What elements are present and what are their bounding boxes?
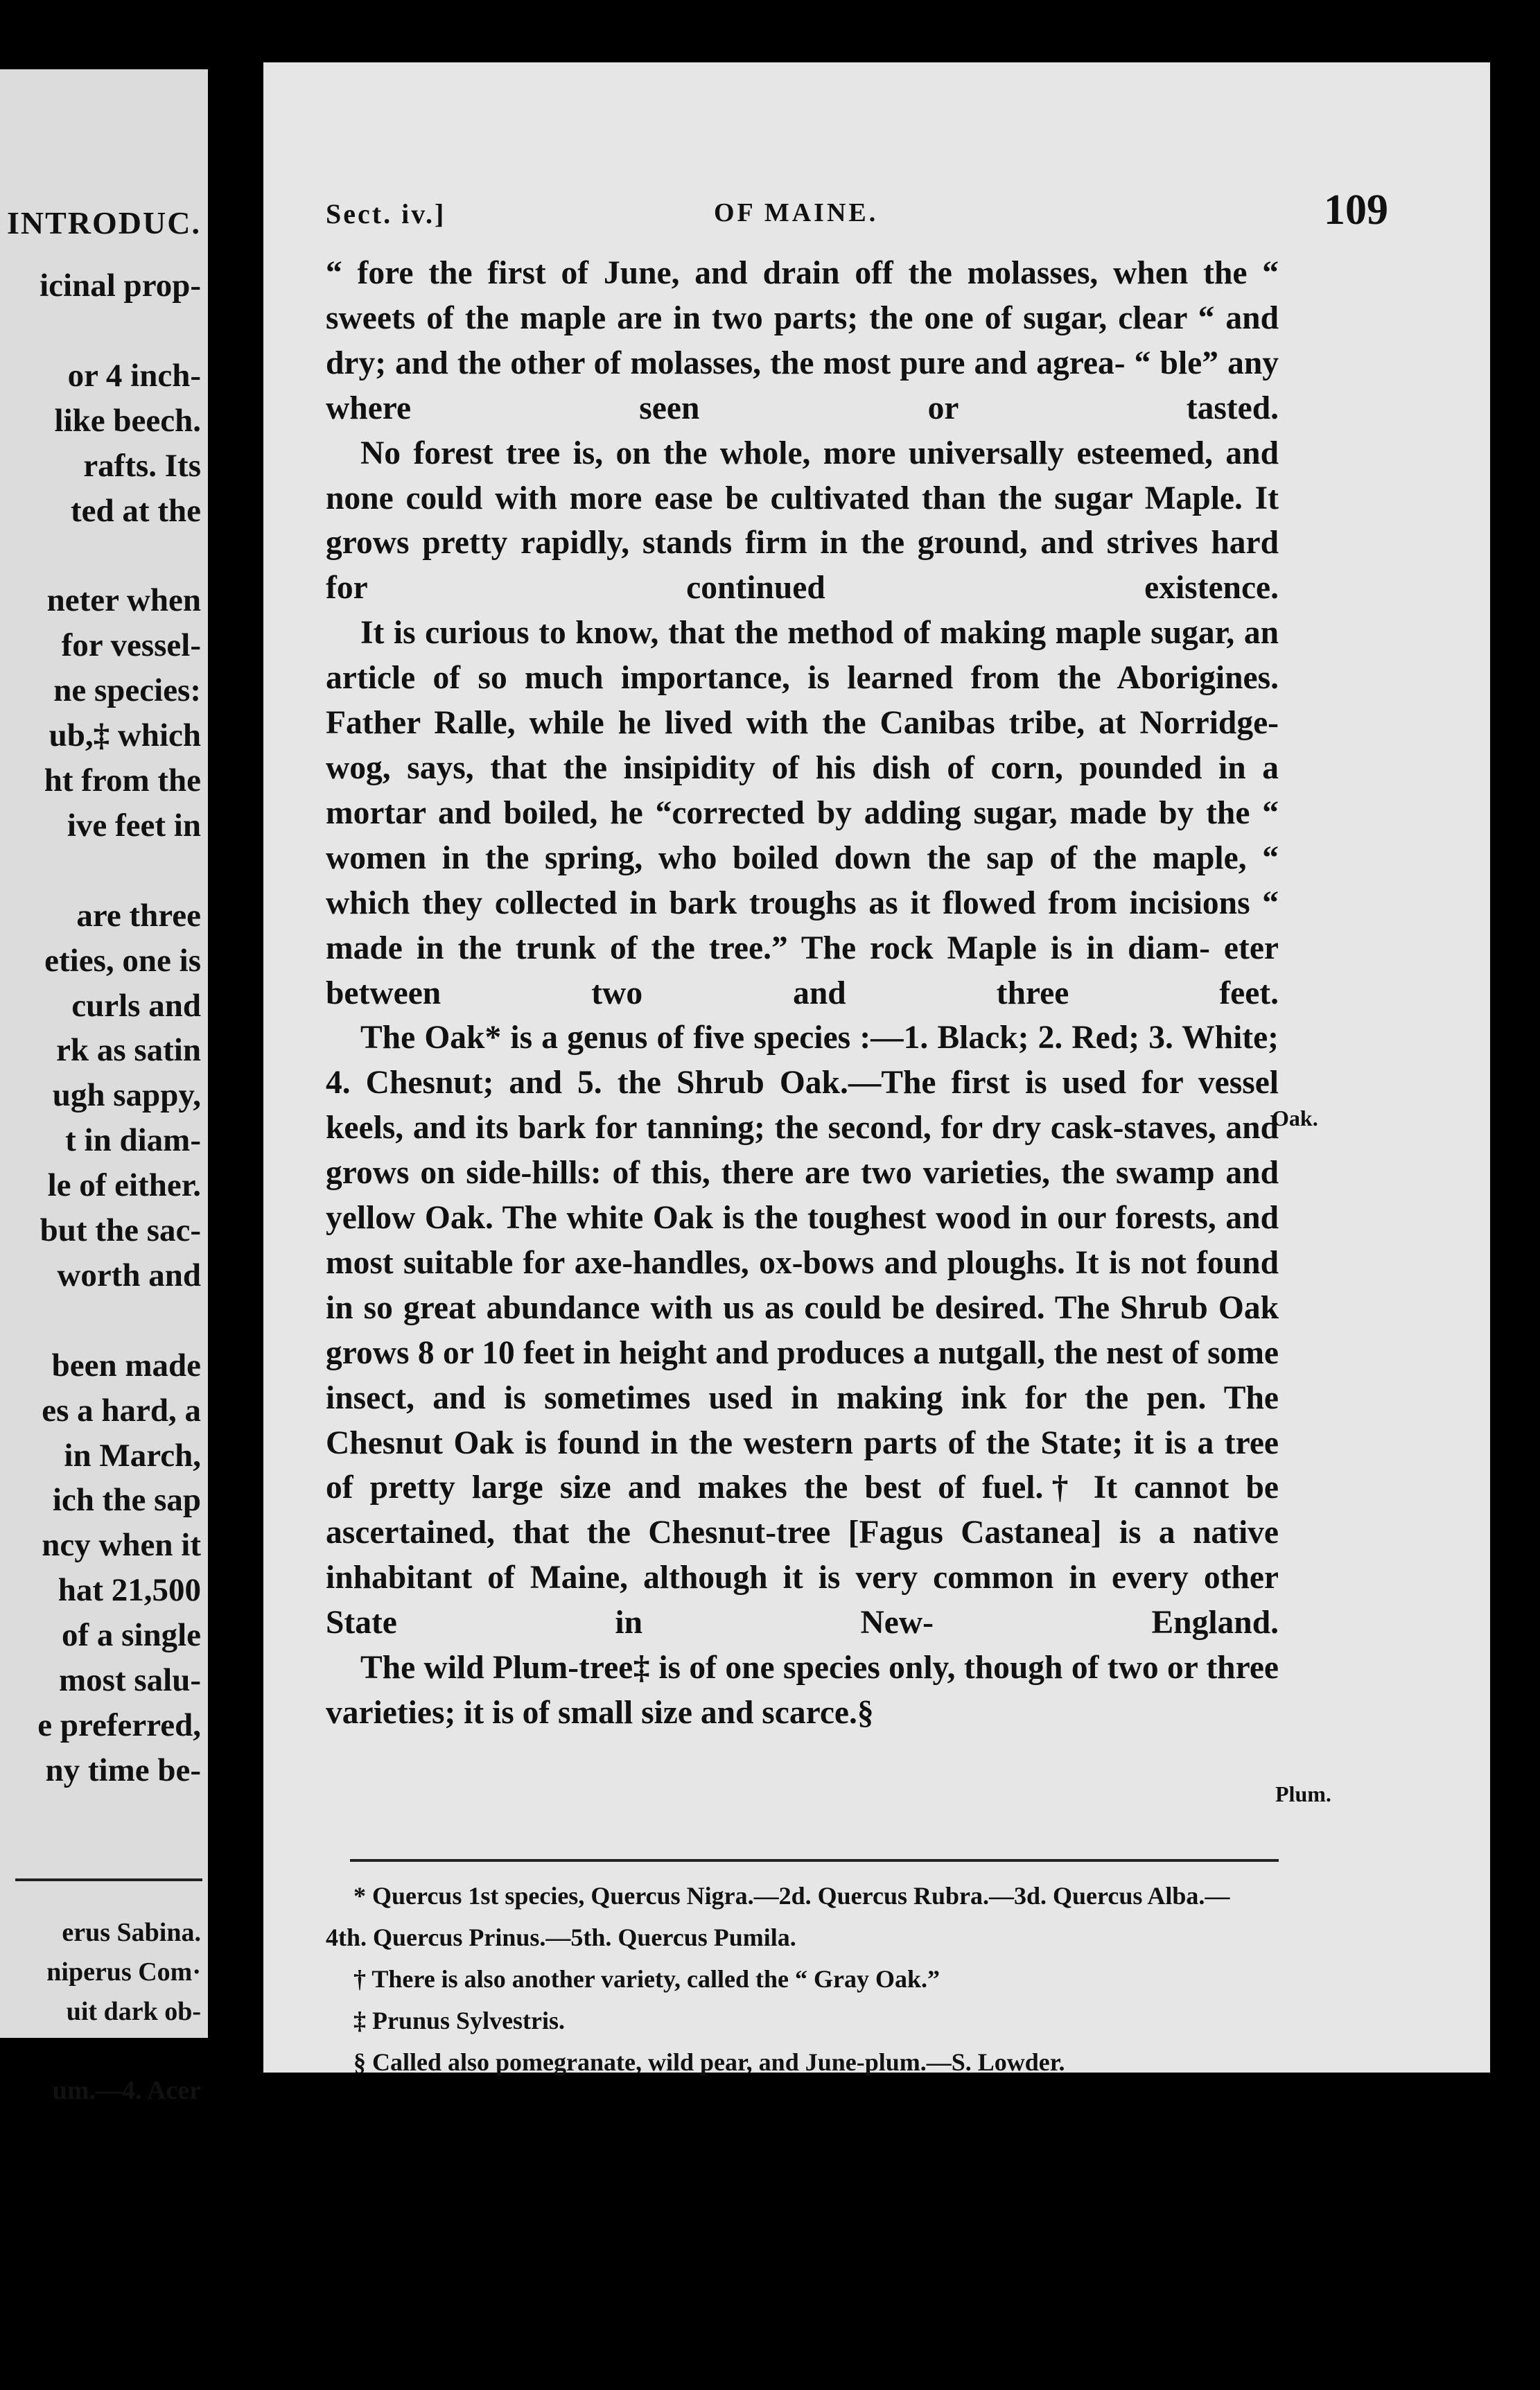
paragraph: “ fore the first of June, and drain off the molasses, when the “ sweets of the maple are in two parts; the one of sugar, clear “ and dry; and the other of molasses, the most pure and agrea- “ ble” any where seen or tasted. (326, 255, 1279, 426)
page-number: 109 (1324, 186, 1388, 234)
paragraph: The wild Plum-tree‡ is of one species only, though of two or three varieties; it is of small size and scarce.§ (326, 1650, 1279, 1731)
footnote: ‡ Prunus Sylvestris. (353, 2007, 566, 2034)
facing-line: ne species: (53, 672, 201, 709)
facing-line: most salu- (59, 1662, 201, 1699)
facing-line: e preferred, (37, 1707, 201, 1743)
scan-border (1490, 55, 1540, 2100)
facing-page-header: INTRODUC. (7, 205, 201, 241)
facing-page-text (0, 263, 201, 1793)
paragraph: It is curious to know, that the method of making maple sugar, an article of so much importance, is learned from the Aborigines. Father Ralle, while he lived with the Canibas tribe, at Norridge- wog, says, that the insipidity of his dish of corn, pounded in a mortar and boiled, he “corrected by adding sugar, made by the “ women in the spring, who boiled down the sap of the maple, “ which they collected in bark troughs as it flowed from incisions “ made in the trunk of the tree.” The rock Maple is in diam- eter between two and three feet. (326, 615, 1279, 1011)
facing-line (0, 308, 201, 354)
margin-note-plum: Plum. (1275, 1781, 1331, 1806)
facing-page-fragment (0, 69, 208, 2105)
facing-line: been made (51, 1347, 201, 1384)
facing-line: in March, (64, 1437, 201, 1474)
book-page (263, 62, 1490, 2076)
facing-line: or 4 inch- (67, 357, 201, 394)
facing-note-line: erus Sabina. (62, 1918, 201, 1947)
facing-line: ub,‡ which (49, 717, 201, 754)
facing-line: like beech. (54, 402, 201, 439)
facing-line: le of either. (47, 1167, 201, 1204)
facing-line: ncy when it (42, 1527, 201, 1564)
facing-line: icinal prop- (40, 268, 201, 304)
footnote: † There is also another variety, called the “ Gray Oak.” (353, 1965, 940, 1993)
facing-line: of a single (61, 1617, 201, 1654)
facing-line: worth and (57, 1257, 201, 1293)
facing-line: t in diam- (65, 1122, 201, 1159)
facing-line: rk as satin (56, 1032, 201, 1069)
facing-line (0, 1298, 201, 1343)
facing-line: are three (76, 897, 201, 934)
facing-line (0, 533, 201, 578)
running-head-section: Sect. iv.] (326, 198, 446, 229)
paragraph: No forest tree is, on the whole, more universally esteemed, and none could with more ease be cultivated than the sugar Maple. It grows pretty rapidly, stands firm in the ground, and strives hard for continued existence. (326, 435, 1279, 607)
facing-line: es a hard, a (42, 1392, 201, 1429)
book-gutter (208, 62, 263, 2045)
facing-line: curls and (71, 987, 201, 1024)
facing-line: neter when (46, 582, 201, 619)
margin-note-oak: Oak. (1272, 1106, 1318, 1131)
facing-line: but the sac- (40, 1212, 201, 1249)
facing-line: ich the sap (52, 1482, 201, 1519)
facing-note-line: niperus Com· (46, 1957, 201, 1987)
facing-note-line (0, 2032, 201, 2071)
running-head-title: OF MAINE. (714, 198, 879, 227)
facing-line: hat 21,500 (58, 1572, 201, 1609)
facing-line: ugh sappy, (52, 1077, 201, 1114)
facing-line: ht from the (44, 762, 201, 799)
facing-line: ted at the (71, 492, 201, 529)
facing-line: ive feet in (67, 807, 201, 844)
facing-footnotes (0, 1913, 201, 2111)
facing-note-line: um.—4. Acer (52, 2076, 201, 2105)
footnote-rule (350, 1859, 1279, 1862)
paragraph: The Oak* is a genus of five species :—1. Black; 2. Red; 3. White; 4. Chesnut; and 5. the Shrub Oak.—The first is used for vessel keels, and its bark for tanning; the second, for dry cask-staves, and grows on side-hills: of this, there are two varieties, the swamp and yellow Oak. The white Oak is the toughest wood in our forests, and most suitable for axe-handles, ox-bows and ploughs. It is not found in so great abundance with us as could be desired. The Shrub Oak grows 8 or 10 feet in height and produces a nutgall, the nest of some insect, and is sometimes used in making ink for the pen. The Chesnut Oak is found in the western parts of the State; it is a tree of pretty large size and makes the best of fuel.† It cannot be ascertained, that the Chesnut-tree [Fagus Castanea] is a native inhabitant of Maine, although it is very common in every other State in New- England. (326, 1020, 1279, 1641)
body-text (326, 251, 1279, 1736)
facing-line: ny time be- (45, 1752, 201, 1788)
footnote: § Called also pomegranate, wild pear, and June-plum.—S. Lowder. (353, 2048, 1065, 2076)
footnote: * Quercus 1st species, Quercus Nigra.—2d. Quercus Rubra.—3d. Quercus Alba.—4th. Quercus Prinus.—5th. Quercus Pumila. (326, 1882, 1230, 1951)
footnotes (326, 1875, 1268, 2083)
facing-line: eties, one is (44, 942, 201, 979)
facing-note-line: uit dark ob- (66, 1997, 201, 2026)
facing-footnote-rule (15, 1878, 202, 1881)
facing-line: for vessel- (61, 627, 201, 664)
facing-line: rafts. Its (83, 447, 201, 484)
facing-line (0, 848, 201, 893)
